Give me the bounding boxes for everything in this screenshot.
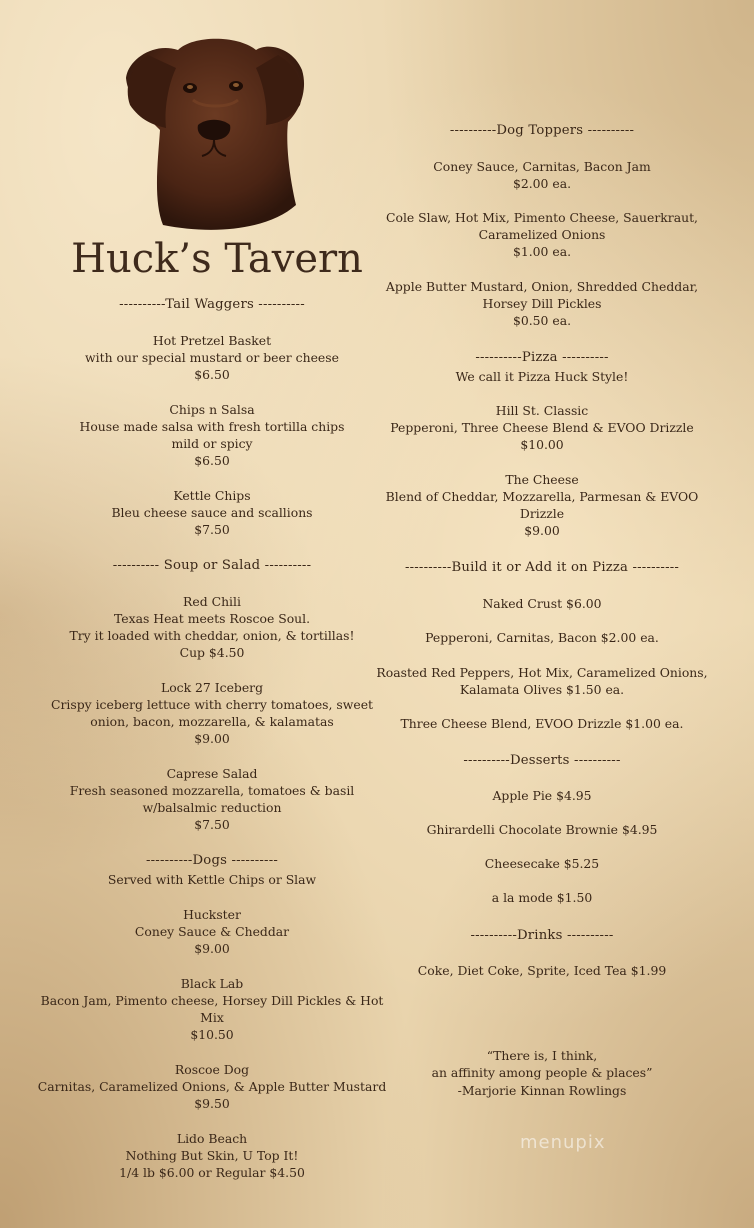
menu-line: an affinity among people & places”	[431, 1065, 653, 1080]
section-header: ----------Drinks ----------	[470, 928, 614, 943]
menu-line: We call it Pizza Huck Style!	[455, 369, 629, 384]
menu-line: $6.50	[194, 453, 230, 468]
menu-line: Ghirardelli Chocolate Brownie $4.95	[426, 822, 658, 837]
menu-line: Cup $4.50	[179, 645, 245, 660]
restaurant-name: Huck’s Tavern	[71, 236, 363, 282]
menu-line: $9.00	[194, 941, 230, 956]
menu-line: $7.50	[194, 522, 230, 537]
menu-line: -Marjorie Kinnan Rowlings	[457, 1083, 627, 1098]
menu-line: Coke, Diet Coke, Sprite, Iced Tea $1.99	[417, 963, 667, 978]
menu-line: Horsey Dill Pickles	[482, 296, 602, 311]
menu-line: Huckster	[183, 907, 241, 922]
menu-line: Apple Pie $4.95	[492, 788, 592, 803]
menu-line: Hot Pretzel Basket	[152, 333, 272, 348]
menu-line: $9.00	[194, 731, 230, 746]
menu-line: Bleu cheese sauce and scallions	[111, 505, 313, 520]
section-header: ----------Build it or Add it on Pizza ----------	[404, 560, 680, 575]
menu-line: House made salsa with fresh tortilla chips	[79, 419, 345, 434]
menu-line: Coney Sauce, Carnitas, Bacon Jam	[433, 159, 651, 174]
menu-line: with our special mustard or beer cheese	[85, 350, 339, 365]
menu-line: Cole Slaw, Hot Mix, Pimento Cheese, Sauerkraut,	[386, 210, 698, 225]
menu-line: Red Chili	[183, 594, 241, 609]
menu-line: Blend of Cheddar, Mozzarella, Parmesan & EVOO	[385, 489, 699, 504]
menu-line: The Cheese	[505, 472, 579, 487]
menu-line: Black Lab	[180, 976, 244, 991]
menu-line: Nothing But Skin, U Top It!	[125, 1148, 299, 1163]
menu-line: 1/4 lb $6.00 or Regular $4.50	[119, 1165, 305, 1180]
menu-line: Roasted Red Peppers, Hot Mix, Caramelized Onions,	[376, 665, 708, 680]
menu-line: Mix	[200, 1010, 224, 1025]
menu-line: $9.00	[524, 523, 560, 538]
section-header: ----------Dogs ----------	[145, 853, 279, 868]
section-header: ----------Tail Waggers ----------	[119, 297, 305, 312]
menu-line: $9.50	[194, 1096, 230, 1111]
watermark: menupix	[520, 1132, 606, 1153]
menu-line: Three Cheese Blend, EVOO Drizzle $1.00 ea.	[400, 716, 684, 731]
menu-line: Caramelized Onions	[478, 227, 606, 242]
menu-line: Served with Kettle Chips or Slaw	[107, 872, 317, 887]
menu-line: w/balsalmic reduction	[142, 800, 282, 815]
menu-line: Drizzle	[519, 506, 565, 521]
menu-line: Bacon Jam, Pimento cheese, Horsey Dill Pickles & Hot	[40, 993, 384, 1008]
menu-line: mild or spicy	[171, 436, 253, 451]
menu-line: Coney Sauce & Cheddar	[134, 924, 290, 939]
menu-line: Lock 27 Iceberg	[160, 680, 264, 695]
menu-line: Lido Beach	[176, 1131, 248, 1146]
menu-line: Cheesecake $5.25	[484, 856, 600, 871]
menu-line: $7.50	[194, 817, 230, 832]
menu-line: $1.00 ea.	[512, 244, 572, 259]
menu-line: Naked Crust $6.00	[482, 596, 602, 611]
menu-line: $10.50	[190, 1027, 234, 1042]
menu-line: Pepperoni, Carnitas, Bacon $2.00 ea.	[425, 630, 659, 645]
menu-line: Try it loaded with cheddar, onion, & tortillas!	[69, 628, 355, 643]
section-header: ----------Pizza ----------	[475, 350, 609, 365]
menu-line: Apple Butter Mustard, Onion, Shredded Cheddar,	[385, 279, 699, 294]
menu-line: a la mode $1.50	[491, 890, 593, 905]
menu-line: Caprese Salad	[166, 766, 258, 781]
menu-line: Crispy iceberg lettuce with cherry tomatoes, sweet	[50, 697, 374, 712]
menu-line: $10.00	[520, 437, 564, 452]
section-header: ---------- Soup or Salad ----------	[112, 558, 312, 573]
menu-line: Hill St. Classic	[495, 403, 589, 418]
menu-line: Kalamata Olives $1.50 ea.	[459, 682, 625, 697]
menu-line: $2.00 ea.	[512, 176, 572, 191]
menu-line: Pepperoni, Three Cheese Blend & EVOO Drizzle	[390, 420, 694, 435]
dog-head-icon	[118, 30, 310, 235]
menu-line: $6.50	[194, 367, 230, 382]
section-header: ----------Desserts ----------	[463, 753, 621, 768]
menu-line: Texas Heat meets Roscoe Soul.	[113, 611, 311, 626]
menu-line: “There is, I think,	[486, 1048, 598, 1063]
menu-line: Roscoe Dog	[174, 1062, 250, 1077]
menu-line: onion, bacon, mozzarella, & kalamatas	[90, 714, 334, 729]
menu-line: $0.50 ea.	[512, 313, 572, 328]
menu-line: Fresh seasoned mozzarella, tomatoes & basil	[69, 783, 355, 798]
menu-line: Chips n Salsa	[169, 402, 255, 417]
menu-line: Kettle Chips	[173, 488, 251, 503]
menu-line: Carnitas, Caramelized Onions, & Apple Butter Mustard	[37, 1079, 387, 1094]
section-header: ----------Dog Toppers ----------	[449, 123, 635, 138]
